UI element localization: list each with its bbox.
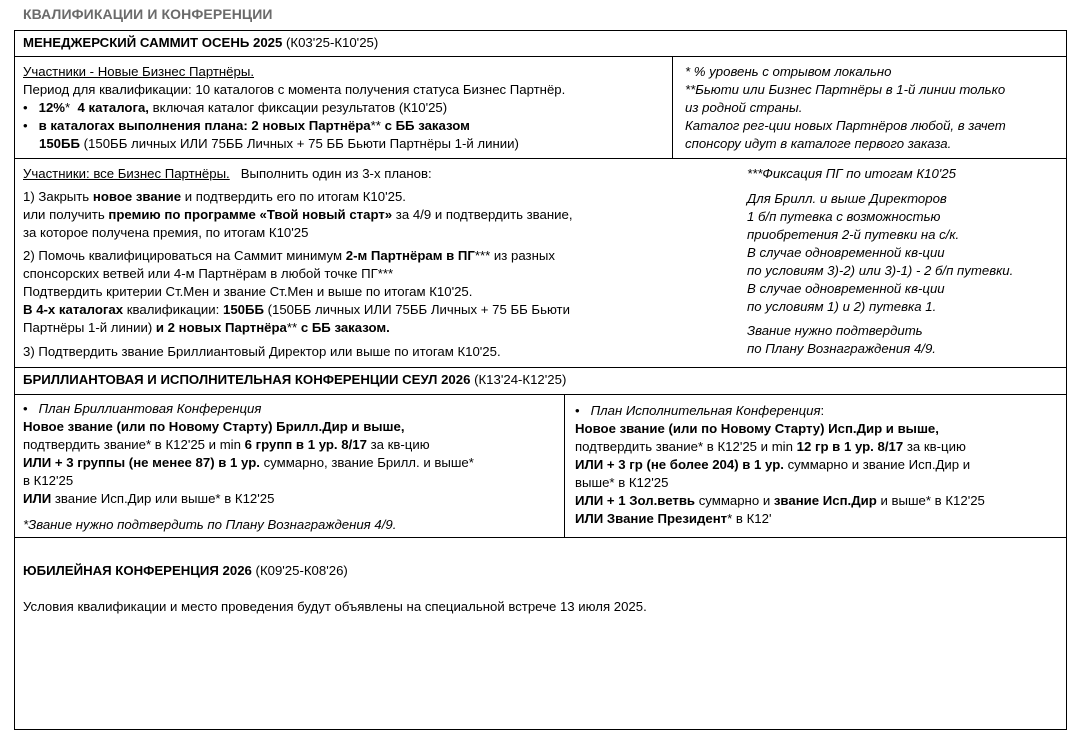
qualifications-table (14, 30, 1067, 730)
text-bold: звание Исп.Дир (773, 493, 877, 508)
summit-note-1: * % уровень с отрывом локально (685, 64, 892, 79)
bullet: • (23, 401, 28, 416)
diamond-line-5 (23, 490, 274, 508)
bullet: • (575, 403, 580, 418)
summit-header (23, 34, 378, 52)
text-bold: ИЛИ + 1 Зол.ветвь (575, 493, 696, 508)
summit-note-travel-2: 1 б/п путевка с возможностью (747, 209, 941, 224)
plan-2-line-3: Подтвердить критерии Ст.Мен и звание Ст.Мен и выше по итогам К10'25. (23, 284, 473, 299)
executive-line-3 (575, 456, 970, 474)
summit-note-4: Каталог рег-ции новых Партнёров любой, в зачет (685, 118, 1006, 133)
plan-2-line-1 (23, 247, 555, 265)
plan-name: План Исполнительная Конференция (590, 403, 821, 418)
text-bold: В 4-х каталогах (23, 302, 124, 317)
row-divider (15, 367, 1066, 368)
row-divider (15, 537, 1066, 538)
catalogs-note: включая каталог фиксации результатов (К10'25) (152, 100, 448, 115)
jubilee-title: ЮБИЛЕЙНАЯ КОНФЕРЕНЦИЯ 2026 (23, 563, 252, 578)
summit-participants-new: Участники - Новые Бизнес Партнёры. (23, 64, 254, 79)
plan-2-line-5 (23, 319, 390, 337)
executive-line-6 (575, 510, 771, 528)
summit-note-travel-1: Для Брилл. и выше Директоров (747, 191, 947, 206)
page-title: КВАЛИФИКАЦИИ И КОНФЕРЕНЦИИ (23, 6, 273, 22)
text: и подтвердить его по итогам К10'25. (181, 189, 406, 204)
footnote-mark: * (65, 100, 71, 115)
summit-note-travel-3: приобретения 2-й путевки на с/к. (747, 227, 960, 242)
executive-line-1: Новое звание (или по Новому Старту) Исп.Дир и выше, (575, 421, 939, 436)
summit-period: (К03'25-К10'25) (286, 35, 379, 50)
text-bold: ИЛИ + 3 группы (не менее 87) в 1 ур. (23, 455, 260, 470)
bb-value: 150ББ (39, 136, 80, 151)
plan-2-line-4 (23, 301, 570, 319)
executive-line-2 (575, 438, 966, 456)
catalogs-count: 4 каталога, (77, 100, 149, 115)
text-bold: 2-м Партнёрам в ПГ (345, 248, 475, 263)
text: за кв-цию (366, 437, 430, 452)
summit-bullet-partners (23, 117, 470, 135)
row-divider (15, 56, 1066, 57)
text: звание Исп.Дир или выше* в К12'25 (51, 491, 275, 506)
text: квалификации: (123, 302, 223, 317)
conference-title: БРИЛЛИАНТОВАЯ И ИСПОЛНИТЕЛЬНАЯ КОНФЕРЕНЦИИ СЕУЛ 2026 (23, 372, 471, 387)
column-divider (564, 394, 565, 537)
summit-participants-all (23, 165, 432, 183)
diamond-note: *Звание нужно подтвердить по Плану Вознаграждения 4/9. (23, 517, 397, 532)
text-bold: премию по программе «Твой новый старт» (108, 207, 393, 222)
diamond-plan-heading (23, 400, 261, 418)
conference-period: (К13'24-К12'25) (474, 372, 567, 387)
summit-note-travel-5: по условиям 3)-2) или 3)-1) - 2 б/п путевки. (747, 263, 1014, 278)
bullet: • (23, 100, 28, 115)
executive-line-4: выше* в К12'25 (575, 475, 669, 490)
text: за 4/9 и подтвердить звание, (392, 207, 573, 222)
executive-plan-heading (575, 402, 824, 420)
summit-note-travel-6: В случае одновременной кв-ции (747, 281, 945, 296)
bullet: • (23, 118, 28, 133)
text-bold: и 2 новых Партнёра (155, 320, 287, 335)
text: и выше* в К12'25 (876, 493, 985, 508)
text-bold: 6 групп в 1 ур. 8/17 (244, 437, 367, 452)
text: (150ББ личных ИЛИ 75ББ Личных + 75 ББ Бьюти (263, 302, 570, 317)
summit-bullet-catalogs (23, 99, 447, 117)
partners-requirement: в каталогах выполнения плана: 2 новых Партнёра (38, 118, 371, 133)
text: ** (286, 320, 301, 335)
percent-value: 12% (38, 100, 66, 115)
text-bold: 12 гр в 1 ур. 8/17 (796, 439, 904, 454)
text-bold: новое звание (92, 189, 182, 204)
text-bold: ИЛИ (23, 491, 52, 506)
summit-title: МЕНЕДЖЕРСКИЙ САММИТ ОСЕНЬ 2025 (23, 35, 283, 50)
diamond-line-3 (23, 454, 474, 472)
bb-detail: (150ББ личных ИЛИ 75ББ Личных + 75 ББ Бьюти Партнёры 1-й линии) (83, 136, 519, 151)
summit-note-fix: ***Фиксация ПГ по итогам К10'25 (747, 166, 956, 181)
summit-note-5: спонсору идут в каталоге первого заказа. (685, 136, 952, 151)
summit-bb-requirement (39, 135, 519, 153)
text-bold: ИЛИ Звание Президент (575, 511, 728, 526)
plan-1-line-1 (23, 188, 406, 206)
plan-name: План Бриллиантовая Конференция (38, 401, 262, 416)
row-divider (15, 158, 1066, 159)
text: подтвердить звание* в К12'25 и min (575, 439, 797, 454)
summit-qual-period: Период для квалификации: 10 каталогов с момента получения статуса Бизнес Партнёр. (23, 82, 566, 97)
text-bold: ИЛИ + 3 гр (не более 204) в 1 ур. (575, 457, 784, 472)
text: подтвердить звание* в К12'25 и min (23, 437, 245, 452)
text: суммарно и звание Исп.Дир и (783, 457, 971, 472)
text: суммарно и (695, 493, 774, 508)
footnote-mark: ** (370, 118, 381, 133)
text: *** из разных (474, 248, 555, 263)
column-divider (672, 56, 673, 158)
summit-note-travel-7: по условиям 1) и 2) путевка 1. (747, 299, 937, 314)
plan-3-line: 3) Подтвердить звание Бриллиантовый Директор или выше по итогам К10'25. (23, 344, 501, 359)
plan-2-line-2: спонсорских ветвей или 4-м Партнёрам в любой точке ПГ*** (23, 266, 394, 281)
diamond-line-2 (23, 436, 430, 454)
summit-note-2: **Бьюти или Бизнес Партнёры в 1-й линии только (685, 82, 1006, 97)
jubilee-text: Условия квалификации и место проведения будут объявлены на специальной встрече 13 июля 2025. (23, 599, 647, 614)
conference-header (23, 371, 566, 389)
plan-1-line-2 (23, 206, 573, 224)
text: или получить (23, 207, 109, 222)
summit-note-confirm-2: по Плану Вознаграждения 4/9. (747, 341, 936, 356)
summit-note-confirm-1: Звание нужно подтвердить (747, 323, 923, 338)
summit-note-travel-4: В случае одновременной кв-ции (747, 245, 945, 260)
text: суммарно, звание Брилл. и выше* (259, 455, 474, 470)
row-divider (15, 394, 1066, 395)
text: 1) Закрыть (23, 189, 93, 204)
colon: : (820, 403, 825, 418)
plan-1-line-3: за которое получена премия, по итогам К10'25 (23, 225, 309, 240)
text-bold: с ББ заказом. (300, 320, 390, 335)
jubilee-period: (К09'25-К08'26) (255, 563, 348, 578)
summit-note-3: из родной страны. (685, 100, 803, 115)
text: Партнёры 1-й линии) (23, 320, 156, 335)
diamond-line-1: Новое звание (или по Новому Старту) Брилл.Дир и выше, (23, 419, 405, 434)
text: * в К12' (727, 511, 772, 526)
order-requirement: с ББ заказом (384, 118, 470, 133)
text-bold: 150ББ (222, 302, 264, 317)
executive-line-5 (575, 492, 985, 510)
diamond-line-4: в К12'25 (23, 473, 74, 488)
jubilee-header (23, 562, 348, 580)
plans-intro: Выполнить один из 3-х планов: (240, 166, 432, 181)
text: 2) Помочь квалифицироваться на Саммит минимум (23, 248, 346, 263)
text: за кв-цию (903, 439, 966, 454)
participants-label: Участники: все Бизнес Партнёры. (23, 166, 230, 181)
